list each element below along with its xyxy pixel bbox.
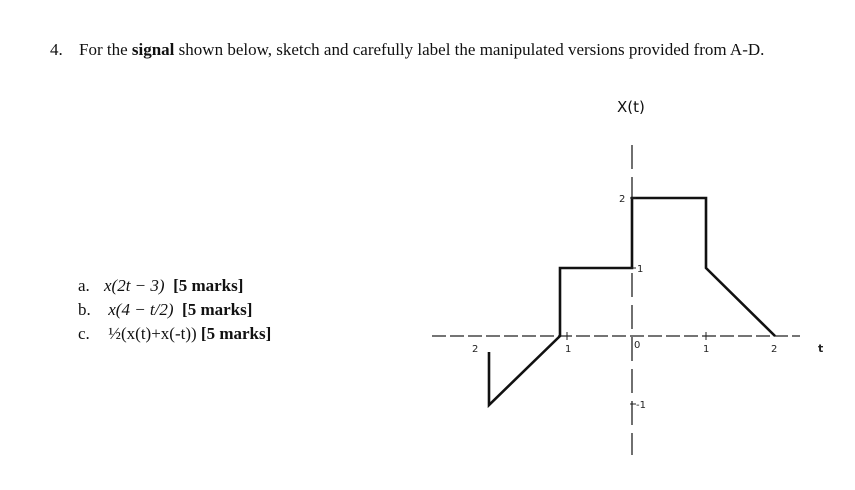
part-marks: [5 marks] xyxy=(200,324,272,343)
part-letter: a. xyxy=(78,276,90,295)
question-suffix: shown below, sketch and carefully label the manipulated versions provided from A-D. xyxy=(174,40,765,59)
part-marks: [5 marks] xyxy=(173,276,244,295)
question-prefix: For the xyxy=(79,40,132,59)
part-formula: x(4 − t/2) xyxy=(108,300,174,319)
part-letter: c. xyxy=(78,324,90,343)
x-tick-label-2: 2 xyxy=(771,344,778,355)
question-number: 4. xyxy=(50,40,63,59)
question-bold-word: signal xyxy=(131,40,175,59)
part-formula: ½(x(t)+x(-t)) xyxy=(108,324,197,343)
x-axis-name: t xyxy=(818,342,824,355)
x-tick-label-0: 0 xyxy=(634,340,641,351)
y-tick-label-2: 2 xyxy=(619,194,626,205)
x-tick-label-neg2: 2 xyxy=(472,344,479,355)
part-formula: x(2t − 3) xyxy=(104,276,165,295)
part-letter: b. xyxy=(78,300,91,319)
x-tick-label-neg1: 1 xyxy=(565,344,572,355)
y-tick-label-neg1: -1 xyxy=(636,400,646,411)
y-tick-label-1: 1 xyxy=(637,264,644,275)
graph-title: X(t) xyxy=(617,98,645,116)
x-tick-label-1: 1 xyxy=(703,344,710,355)
part-marks: [5 marks] xyxy=(182,300,253,319)
